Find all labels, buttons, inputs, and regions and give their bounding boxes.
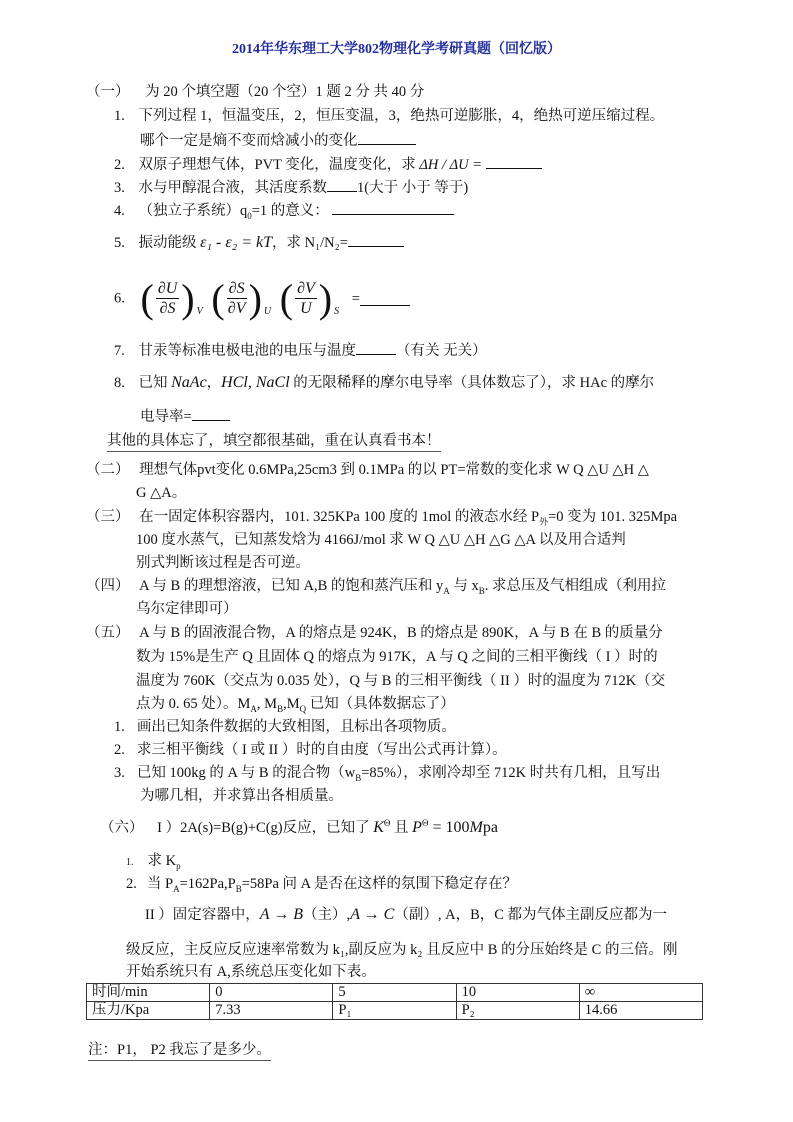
question-number: 1. — [114, 108, 125, 124]
denominator: ∂S — [159, 300, 176, 318]
math-expression: ε₁ - ε₂ = kT — [200, 234, 272, 251]
subscript: B — [277, 703, 284, 714]
subscript: 外 — [539, 516, 549, 527]
question-number: 6. — [114, 290, 125, 307]
question-text: 水与甲醇混合液，其活度系数 — [138, 180, 327, 196]
question-4 — [114, 200, 454, 221]
question-1 — [114, 106, 664, 126]
superscript: Θ — [421, 818, 429, 829]
section-5-line3: 温度为 760K（交点为 0.035 处），Q 与 B 的三相平衡线（ II ）时的温度为 712K（交 — [136, 673, 666, 689]
section-intro: 为 20 个填空题（20 个空）1 题 2 分 共 40 分 — [145, 84, 425, 100]
section-5-question-2 — [114, 740, 507, 760]
table-row — [87, 984, 703, 1002]
section-label: （二） — [86, 462, 130, 478]
question-number: 2. — [114, 157, 125, 173]
question-text: 理想气体pvt变化 0.6MPa,25cm3 到 0.1MPa 的以 PT=常数的变化求 W Q △U △H △ — [139, 462, 649, 478]
question-text: ,M — [283, 696, 300, 712]
answer-blank — [192, 406, 230, 421]
numerator: ∂S — [228, 280, 245, 298]
numerator: ∂U — [157, 280, 178, 298]
subscript: S — [334, 306, 340, 317]
subscript: 0 — [247, 210, 252, 221]
answer-blank — [348, 232, 404, 247]
question-text: 甘汞等标准电极电池的电压与温度 — [138, 343, 356, 359]
question-8-line2 — [140, 406, 230, 427]
section-6-part-2-line3: 开始系统只有 A,系统总压变化如下表。 — [126, 964, 376, 980]
question-text: 哪个一定是熵不变而焓减小的变化 — [140, 133, 358, 149]
section-6-question-2 — [126, 874, 517, 894]
pressure-time-table — [86, 983, 703, 1020]
question-text: 电导率= — [140, 409, 192, 425]
question-options: 1(大于 小于 等于) — [357, 180, 469, 196]
question-text: （副）, A，B，C 都为气体主副反应都为一 — [394, 907, 668, 923]
table-cell: 0 — [210, 984, 333, 1002]
answer-blank — [358, 130, 416, 145]
question-text: , M — [256, 696, 278, 712]
fraction — [295, 279, 317, 318]
question-text: 已知 100kg 的 A 与 B 的混合物（w — [136, 765, 356, 781]
left-paren: ( — [211, 275, 225, 321]
table-cell: 7.33 — [210, 1002, 333, 1020]
question-text: 且 — [390, 820, 413, 836]
question-2 — [114, 154, 542, 175]
question-text: =0 变为 101. 325Mpa — [548, 509, 678, 525]
right-paren: ) — [248, 275, 262, 321]
section-6 — [100, 818, 498, 838]
question-text: 点为 0. 65 处）。M — [136, 696, 251, 712]
question-text: 求三相平衡线（ I 或 II ）时的自由度（写出公式再计算）。 — [136, 742, 507, 758]
equals-sign: = — [351, 290, 360, 307]
section-2-line2: G △A。 — [136, 485, 187, 501]
question-text: =162Pa,P — [179, 876, 236, 892]
question-number: 7. — [114, 343, 125, 359]
document-title: 2014年华东理工大学802物理化学考研真题（回忆版） — [232, 42, 561, 57]
question-number: 4. — [114, 203, 125, 219]
subscript: A — [250, 703, 257, 714]
denominator: U — [300, 300, 312, 318]
question-3 — [114, 177, 468, 198]
subscript: B — [235, 883, 242, 894]
table-header-cell: 时间/min — [87, 984, 210, 1002]
question-text: 下列过程 1，恒温变压，2，恒压变温，3，绝热可逆膨胀，4，绝热可逆压缩过程。 — [138, 108, 665, 124]
punctuation: ， — [206, 375, 222, 391]
table-cell: 14.66 — [579, 1002, 702, 1020]
question-text: =85%），求刚冷却至 712K 时共有几相，且写出 — [361, 765, 661, 781]
question-text: 已知（具体数据忘了） — [306, 696, 455, 712]
question-text: . 求总压及气相组成（利用拉 — [484, 578, 666, 594]
question-text: I ）2A(s)=B(g)+C(g)反应，已知了 — [157, 820, 374, 836]
math-symbol: K — [373, 819, 384, 836]
answer-blank — [327, 177, 357, 192]
question-number: 5. — [114, 235, 125, 251]
question-number: 2. — [126, 876, 137, 892]
question-number: 1. — [126, 857, 134, 868]
section-6-part-2-line2: 级反应，主反应反应速率常数为 k₁,副反应为 k₂ 且反应中 B 的分压始终是 C 的三倍。刚 — [126, 942, 678, 958]
section-1-header — [86, 82, 424, 102]
subscript: U — [263, 306, 272, 317]
section-3-line3: 别式判断该过程是否可逆。 — [136, 555, 310, 571]
math-expression: A → C — [350, 906, 395, 923]
table-cell: 5 — [333, 984, 456, 1002]
question-text: （主）, — [303, 907, 351, 923]
answer-blank — [486, 154, 542, 169]
answer-blank — [332, 200, 454, 215]
fraction — [227, 279, 247, 318]
subscript: B — [355, 772, 362, 783]
section-label: （三） — [86, 509, 130, 525]
question-text: 画出已知条件数据的大致相图，且标出各项物质。 — [136, 719, 456, 735]
section-1-note: 其他的具体忘了，填空都很基础，重在认真看书本！ — [107, 431, 441, 452]
math-symbol: M — [469, 819, 483, 836]
question-options: （有关 无关） — [396, 343, 487, 359]
section-5-question-3 — [114, 763, 660, 783]
section-3-line2: 100 度水蒸气，已知蒸发焓为 4166J/mol 求 W Q △U △H △G △A 以及用合适判 — [136, 532, 626, 548]
partial-derivative-product — [139, 275, 346, 321]
question-6 — [114, 274, 410, 336]
question-7 — [114, 340, 487, 361]
math-unit: pa — [482, 819, 498, 836]
question-5 — [114, 232, 404, 253]
subscript: V — [196, 306, 203, 317]
subscript: A — [173, 883, 180, 894]
question-8 — [114, 373, 654, 393]
question-number: 2. — [114, 742, 125, 758]
right-paren: ) — [181, 275, 195, 321]
section-6-question-1 — [126, 851, 181, 873]
math-expression: NaAc — [171, 374, 207, 391]
question-text: 与 x — [449, 578, 479, 594]
table-cell: P₂ — [456, 1002, 579, 1020]
fraction — [156, 279, 179, 318]
section-4 — [86, 576, 666, 596]
math-expression: A → B — [259, 906, 304, 923]
question-text: 求 K — [147, 853, 177, 869]
left-paren: ( — [140, 275, 154, 321]
math-expression: = 100 — [428, 819, 470, 836]
table-cell: 10 — [456, 984, 579, 1002]
section-3 — [86, 507, 677, 527]
section-4-line2: 乌尔定律即可） — [136, 601, 238, 617]
question-number: 3. — [114, 180, 125, 196]
section-2 — [86, 460, 649, 480]
question-number: 8. — [114, 375, 125, 391]
question-text: 已知 — [138, 375, 172, 391]
question-1-line2 — [140, 130, 416, 151]
math-expression: ΔH / ΔU = — [419, 157, 483, 173]
question-text: 振动能级 — [138, 235, 201, 251]
section-5-line4 — [136, 694, 455, 714]
answer-blank — [360, 291, 410, 306]
question-text: A 与 B 的理想溶液，已知 A,B 的饱和蒸汽压和 y — [139, 578, 444, 594]
question-text: II ）固定容器中， — [145, 907, 260, 923]
subscript: Q — [299, 703, 307, 714]
question-text: 在一固定体积容器内，101. 325KPa 100 度的 1mol 的液态水经 P — [139, 509, 540, 525]
question-text: 当 P — [146, 876, 174, 892]
section-label: （五） — [86, 625, 130, 641]
section-6-part-2 — [145, 905, 667, 925]
subscript: B — [478, 585, 485, 596]
table-cell: ∞ — [579, 984, 702, 1002]
superscript: Θ — [383, 818, 391, 829]
section-5-question-1 — [114, 717, 456, 737]
math-symbol: P — [412, 819, 422, 836]
table-row — [87, 1002, 703, 1020]
question-text: 双原子理想气体，PVT 变化，温度变化，求 — [138, 157, 420, 173]
answer-blank — [356, 340, 396, 355]
table-note: 注：P1， P2 我忘了是多少。 — [88, 1040, 271, 1061]
table-cell: P₁ — [333, 1002, 456, 1020]
question-text: =58Pa 问 A 是否在这样的氛围下稳定存在？ — [241, 876, 517, 892]
section-5 — [86, 623, 663, 643]
section-label: （六） — [100, 820, 144, 836]
table-header-cell: 压力/Kpa — [87, 1002, 210, 1020]
denominator: ∂V — [227, 300, 246, 318]
question-text: A 与 B 的固液混合物，A 的熔点是 924K，B 的熔点是 890K，A 与 B 在 B 的质量分 — [139, 625, 663, 641]
section-5-line2: 数为 15%是生产 Q 且固体 Q 的熔点为 917K，A 与 Q 之间的三相平衡线（ I ）时的 — [136, 649, 658, 665]
section-5-question-3-line2: 为哪几相，并求算出各相质量。 — [140, 788, 343, 804]
question-text: ，求 N₁/N₂= — [271, 235, 348, 251]
subscript: A — [443, 585, 450, 596]
question-text: 的无限稀释的摩尔电导率（具体数忘了），求 HAc 的摩尔 — [289, 375, 655, 391]
question-number: 1. — [114, 719, 125, 735]
right-paren: ) — [318, 275, 333, 321]
numerator: ∂V — [297, 280, 315, 298]
question-text: =1 的意义： — [251, 203, 329, 219]
subscript: p — [176, 860, 181, 871]
question-text: （独立子系统）q — [138, 203, 248, 219]
section-label: （一） — [86, 84, 130, 100]
section-label: （四） — [86, 578, 130, 594]
left-paren: ( — [279, 275, 294, 321]
question-number: 3. — [114, 765, 125, 781]
math-expression: HCl, NaCl — [221, 374, 290, 391]
